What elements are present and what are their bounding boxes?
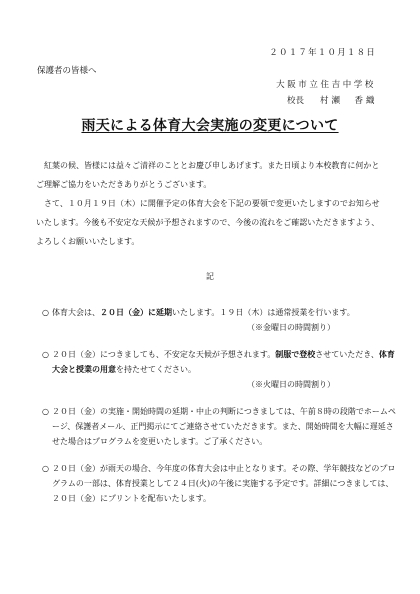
timetable-note: （※金曜日の時間割り） <box>247 323 335 332</box>
list-item-postponement <box>42 305 397 335</box>
school-name: 大阪市立住吉中学校 <box>276 80 376 90</box>
circle-bullet-icon: ○ <box>42 308 49 317</box>
list-item-uniform <box>42 347 397 392</box>
ki-heading: 記 <box>206 272 214 281</box>
list-item-rain-cancel <box>42 461 397 506</box>
list-item-decision <box>42 404 397 449</box>
document-title-text: 雨天による体育大会実施の変更について <box>81 118 339 134</box>
text-segment: いたします。１９日（木）は通常授業を行います。 <box>172 308 355 317</box>
emphasis-postpone-date: ２０日（金）に延期 <box>100 307 172 317</box>
document-date: ２０１７年１０月１８日 <box>269 48 376 58</box>
list-item-text: ２０日（金）が雨天の場合、今年度の体育大会は中止となります。その際、学年競技などのプログラムの一部は、体育授業として２４日(火)の午後に実施する予定です。詳細につきましては、２０日（金）にプリントを配布いたします。 <box>52 464 396 503</box>
emphasis-uniform: 制服で登校 <box>275 349 316 359</box>
list-item-text: ２０日（金）の実施・開始時間の延期・中止の判断につきましては、午前８時の段階でホームページ、保護者メール、正門掲示にてご連絡させていただきます。また、開始時間を大幅に遅延させた場合はプログラムを変更いたします。ご了承ください。 <box>52 407 396 446</box>
text-segment: 体育大会は、 <box>52 308 100 317</box>
text-segment: を持たせてください。 <box>116 365 196 374</box>
timetable-note: （※火曜日の時間割り） <box>247 380 335 389</box>
emphasis-preparation: 体育大会と授業の用意 <box>52 349 395 374</box>
document-title <box>0 116 420 137</box>
list-item-text <box>52 347 397 377</box>
list-item-text <box>52 305 397 320</box>
circle-bullet-icon: ○ <box>42 464 49 473</box>
principal-line <box>287 95 378 108</box>
circle-bullet-icon: ○ <box>42 407 49 416</box>
text-segment: ２０日（金）につきましても、不安定な天候が予想されます。 <box>52 350 276 359</box>
intro-paragraph-greeting: 紅葉の候、皆様には益々ご清祥のこととお慶び申しあげます。また日頃より本校教育に何かとご理解ご協力をいただきありがとうございます。 <box>36 161 380 189</box>
notice-items <box>42 305 397 518</box>
principal-title: 校長 <box>287 96 305 106</box>
intro-section <box>36 156 384 251</box>
text-segment: させていただき、 <box>315 350 379 359</box>
intro-paragraph-notice: さて、１０月１９日（木）に開催予定の体育大会を下記の要領で変更いたしますのでお知らせいたします。今後も不安定な天候が予想されますので、今後の流れをご確認いただきますよう、よろしくお願いいたします。 <box>36 199 380 246</box>
circle-bullet-icon: ○ <box>42 350 49 359</box>
principal-name: 村瀬 香織 <box>320 96 378 106</box>
recipient-line: 保護者の皆様へ <box>37 66 97 76</box>
